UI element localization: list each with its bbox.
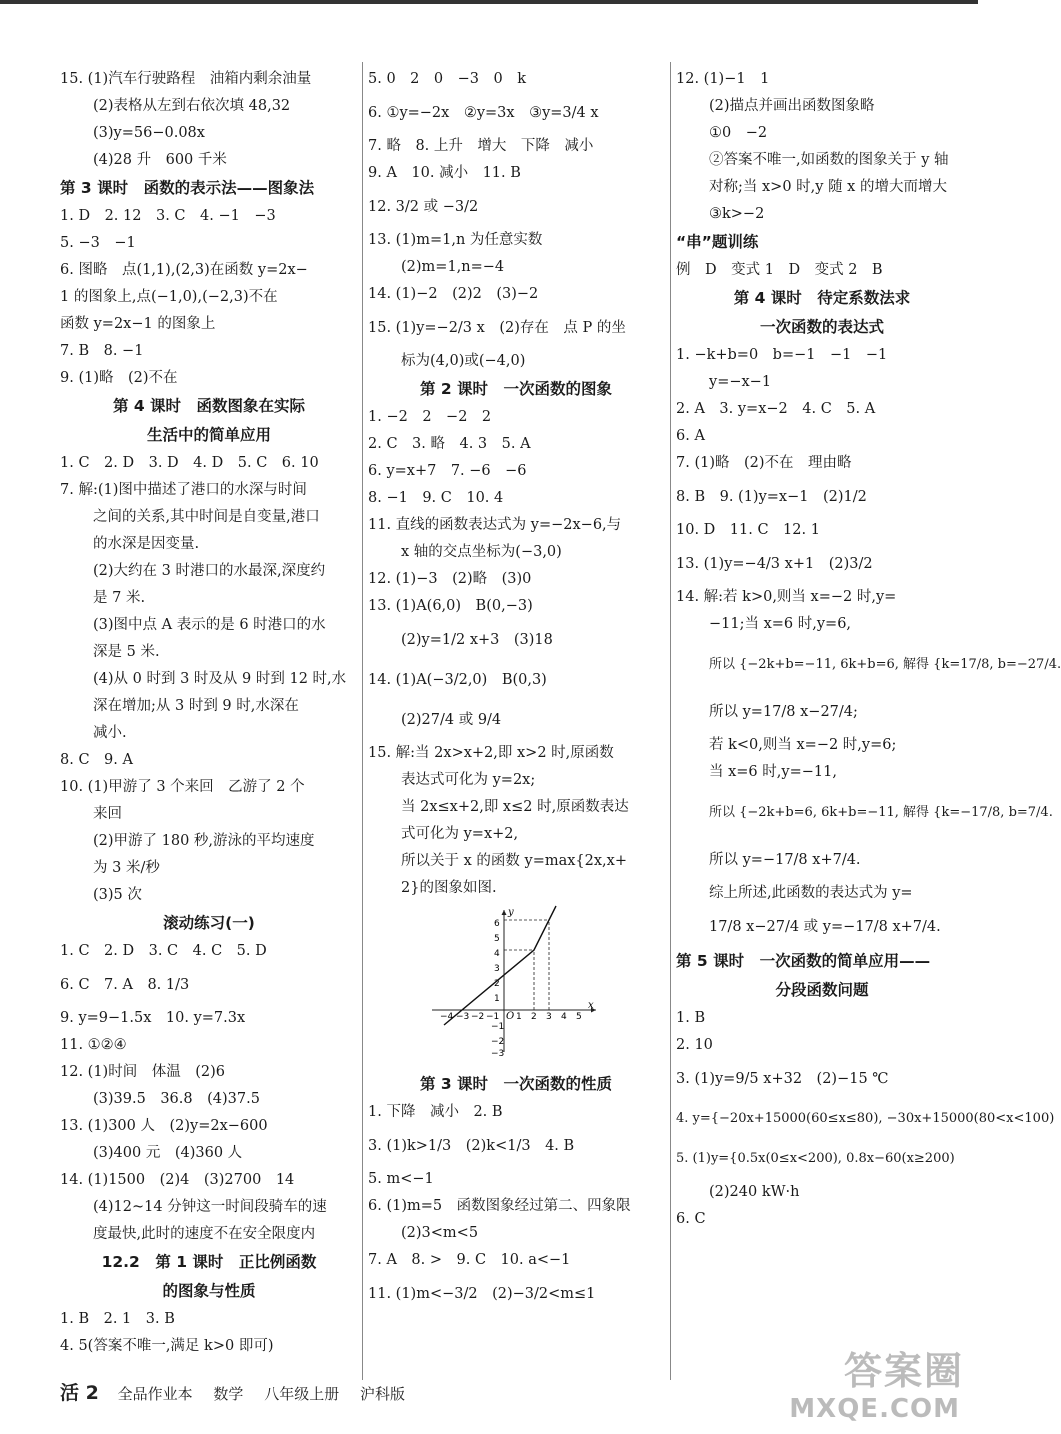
section-heading: “串”题训练 [676, 233, 759, 251]
y-tick-label: 2 [494, 979, 500, 989]
answer-line: 11. (1)m<−3/2 (2)−3/2<m≤1 [368, 1286, 596, 1302]
answer-line: 7. 解:(1)图中描述了港口的水深与时间 [60, 482, 307, 498]
answer-line: (2)3<m<5 [401, 1225, 479, 1241]
answer-line: (4)从 0 时到 3 时及从 9 时到 12 时,水 [93, 671, 347, 687]
section-heading: 12.2 第 1 课时 正比例函数 [101, 1253, 317, 1271]
answer-line: 11. 直线的函数表达式为 y=−2x−6,与 [368, 517, 622, 533]
answer-line: 14. (1)−2 (2)2 (3)−2 [368, 286, 539, 302]
section-heading: 生活中的简单应用 [146, 426, 271, 444]
answer-line: 15. (1)汽车行驶路程 油箱内剩余油量 [60, 71, 312, 87]
x-tick-label: 2 [531, 1012, 537, 1022]
y-tick-label: 4 [494, 949, 500, 959]
answer-line: 6. ①y=−2x ②y=3x ③y=3/4 x [368, 105, 599, 121]
answer-line: 1. 下降 减小 2. B [368, 1104, 503, 1120]
answer-line: 2. C 3. 略 4. 3 5. A [368, 436, 531, 452]
answer-line: 综上所述,此函数的表达式为 y= [709, 885, 913, 901]
page-footer [60, 1378, 421, 1405]
function-curve [444, 906, 556, 1025]
answer-line: 是 7 米. [93, 590, 146, 606]
y-tick-label: −3 [491, 1049, 505, 1059]
answer-line: 6. C 7. A 8. 1/3 [60, 977, 190, 993]
answer-line: 15. (1)y=−2/3 x (2)存在 点 P 的坐 [368, 320, 626, 336]
answer-line: 2. 10 [676, 1037, 713, 1053]
answer-line: (3)39.5 36.8 (4)37.5 [93, 1091, 260, 1107]
answer-line: 14. 解:若 k>0,则当 x=−2 时,y= [676, 589, 897, 605]
answer-line: (2)y=1/2 x+3 (3)18 [401, 632, 553, 648]
answer-line: 4. y={−20x+15000(60≤x≤80), −30x+15000(80<x<100) [676, 1111, 1055, 1126]
section-heading: 第 4 课时 函数图象在实际 [112, 397, 306, 415]
answer-line: 3. (1)y=9/5 x+32 (2)−15 ℃ [676, 1071, 889, 1087]
x-tick-label: 3 [546, 1012, 552, 1022]
answer-line: 若 k<0,则当 x=−2 时,y=6; [709, 737, 897, 753]
section-heading: 第 4 课时 待定系数法求 [733, 289, 911, 307]
answer-line: 7. B 8. −1 [60, 343, 144, 359]
answer-line: 深是 5 米. [93, 644, 160, 660]
y-tick-label: 3 [494, 964, 500, 974]
answer-column-2 [368, 66, 664, 1314]
answer-line: 7. (1)略 (2)不在 理由略 [676, 455, 852, 471]
answer-line: 5. 0 2 0 −3 0 k [368, 71, 527, 87]
answer-line: ②答案不唯一,如函数的图象关于 y 轴 [709, 152, 949, 168]
answer-line: (3)5 次 [93, 887, 142, 903]
answer-line: 12. (1)−1 1 [676, 71, 770, 87]
edition-label: 沪科版 [360, 1385, 406, 1403]
answer-line: 8. −1 9. C 10. 4 [368, 490, 504, 506]
top-rule [0, 0, 978, 4]
answer-line: 8. B 9. (1)y=x−1 (2)1/2 [676, 489, 867, 505]
answer-line: 当 2x≤x+2,即 x≤2 时,原函数表达 [401, 799, 629, 815]
answer-line: ①0 −2 [709, 125, 768, 141]
answer-line: 深在增加;从 3 时到 9 时,水深在 [93, 698, 299, 714]
answer-column-1 [60, 66, 358, 1360]
answer-line: 6. (1)m=5 函数图象经过第二、四象限 [368, 1198, 631, 1214]
answer-line: 标为(4,0)或(−4,0) [401, 353, 526, 369]
origin-label: O [506, 1011, 515, 1022]
y-tick-label: 5 [494, 934, 500, 944]
answer-line: 为 3 米/秒 [93, 860, 160, 876]
answer-line: (3)400 元 (4)360 人 [93, 1145, 243, 1161]
answer-line: 6. y=x+7 7. −6 −6 [368, 463, 527, 479]
answer-column-3 [676, 66, 1061, 1233]
answer-line: 8. C 9. A [60, 752, 133, 768]
subject-label: 数学 [213, 1385, 244, 1403]
answer-line: x 轴的交点坐标为(−3,0) [401, 544, 562, 560]
answer-line: (2)甲游了 180 秒,游泳的平均速度 [93, 833, 315, 849]
x-tick-label: 1 [516, 1012, 522, 1022]
max-function-graph [430, 906, 600, 1059]
answer-line: 7. A 8. > 9. C 10. a<−1 [368, 1252, 571, 1268]
answer-line: 5. −3 −1 [60, 235, 136, 251]
section-heading: 第 3 课时 函数的表示法——图象法 [60, 179, 315, 197]
answer-line: 式可化为 y=x+2, [401, 826, 519, 842]
watermark-site: MXQE.COM [789, 1394, 960, 1424]
answer-line: 1. −k+b=0 b=−1 −1 −1 [676, 347, 888, 363]
section-heading: 第 2 课时 一次函数的图象 [419, 380, 613, 398]
answer-line: 所以关于 x 的函数 y=max{2x,x+ [401, 853, 627, 869]
section-heading: 分段函数问题 [775, 981, 869, 999]
answer-line: 12. (1)时间 体温 (2)6 [60, 1064, 225, 1080]
x-tick-label: −4 [440, 1012, 454, 1022]
answer-line: 15. 解:当 2x>x+2,即 x>2 时,原函数 [368, 745, 614, 761]
answer-line: 所以 {−2k+b=6, 6k+b=−11, 解得 {k=−17/8, b=7/4. [709, 805, 1053, 820]
answer-line: 12. 3/2 或 −3/2 [368, 199, 479, 215]
answer-line: 9. y=9−1.5x 10. y=7.3x [60, 1010, 246, 1026]
answer-line: 13. (1)300 人 (2)y=2x−600 [60, 1118, 268, 1134]
answer-line: (3)y=56−0.08x [93, 125, 205, 141]
y-tick-label: −2 [491, 1037, 505, 1047]
answer-line: 减小. [93, 725, 127, 741]
answer-line: (2)27/4 或 9/4 [401, 712, 502, 728]
section-heading: 滚动练习(一) [163, 914, 255, 932]
answer-line: 之间的关系,其中时间是自变量,港口 [93, 509, 320, 525]
answer-line: 10. (1)甲游了 3 个来回 乙游了 2 个 [60, 779, 305, 795]
x-tick-label: −1 [486, 1012, 500, 1022]
answer-line: 13. (1)m=1,n 为任意实数 [368, 232, 543, 248]
answer-line: 13. (1)y=−4/3 x+1 (2)3/2 [676, 556, 873, 572]
answer-line: (2)大约在 3 时港口的水最深,深度约 [93, 563, 326, 579]
x-axis-label: x [588, 1000, 594, 1011]
answer-line: 1. −2 2 −2 2 [368, 409, 492, 425]
answer-line: 当 x=6 时,y=−11, [709, 764, 837, 780]
answer-line: 14. (1)1500 (2)4 (3)2700 14 [60, 1172, 295, 1188]
section-heading: 第 3 课时 一次函数的性质 [419, 1075, 613, 1093]
answer-line: 所以 y=−17/8 x+7/4. [709, 852, 861, 868]
answer-line: (2)240 kW·h [709, 1184, 800, 1200]
answer-line: y=−x−1 [709, 374, 772, 390]
answer-line: (4)12~14 分钟这一时间段骑车的速 [93, 1199, 327, 1215]
x-tick-label: 5 [576, 1012, 582, 1022]
answer-line: 11. ①②④ [60, 1037, 127, 1053]
answer-line: 所以 {−2k+b=−11, 6k+b=6, 解得 {k=17/8, b=−27/4. [709, 657, 1061, 672]
answer-line: −11;当 x=6 时,y=6, [709, 616, 852, 632]
answer-line: 1 的图象上,点(−1,0),(−2,3)不在 [60, 289, 278, 305]
answer-line: 1. D 2. 12 3. C 4. −1 −3 [60, 208, 276, 224]
section-heading: 一次函数的表达式 [759, 318, 884, 336]
answer-line: 例 D 变式 1 D 变式 2 B [676, 262, 883, 278]
grade-label: 八年级上册 [264, 1385, 340, 1403]
answer-line: (2)m=1,n=−4 [401, 259, 505, 275]
answer-line: 的水深是因变量. [93, 536, 200, 552]
answer-line: 5. (1)y={0.5x(0≤x<200), 0.8x−60(x≥200) [676, 1151, 955, 1166]
y-tick-label: −1 [491, 1022, 505, 1032]
answer-line: 6. 图略 点(1,1),(2,3)在函数 y=2x− [60, 262, 308, 278]
answer-line: 所以 y=17/8 x−27/4; [709, 704, 858, 720]
answer-line: 来回 [93, 806, 122, 822]
answer-line: (4)28 升 600 千米 [93, 152, 227, 168]
answer-line: 9. (1)略 (2)不在 [60, 370, 178, 386]
answer-line: 17/8 x−27/4 或 y=−17/8 x+7/4. [709, 919, 941, 935]
column-divider [670, 62, 671, 1380]
answer-line: 1. C 2. D 3. C 4. C 5. D [60, 943, 267, 959]
answer-line: 表达式可化为 y=2x; [401, 772, 536, 788]
answer-line: 6. A [676, 428, 705, 444]
answer-line: 1. B [676, 1010, 706, 1026]
section-heading: 的图象与性质 [162, 1282, 256, 1300]
answer-line: 2}的图象如图. [401, 880, 497, 896]
answer-line: (2)描点并画出函数图象略 [709, 98, 875, 114]
y-axis-arrow [502, 910, 507, 915]
answer-line: 1. B 2. 1 3. B [60, 1311, 175, 1327]
answer-line: (3)图中点 A 表示的是 6 时港口的水 [93, 617, 326, 633]
section-heading: 第 5 课时 一次函数的简单应用—— [676, 952, 931, 970]
watermark-logo: 答案圈 [843, 1349, 964, 1393]
x-tick-label: −3 [456, 1012, 470, 1022]
answer-line: ③k>−2 [709, 206, 765, 222]
book-title: 全品作业本 [117, 1385, 193, 1403]
y-tick-label: 6 [494, 919, 500, 929]
answer-line: 13. (1)A(6,0) B(0,−3) [368, 598, 533, 614]
answer-line: 4. 5(答案不唯一,满足 k>0 即可) [60, 1338, 274, 1354]
answer-line: 函数 y=2x−1 的图象上 [60, 316, 216, 332]
answer-line: 度最快,此时的速度不在安全限度内 [93, 1226, 316, 1242]
y-tick-label: 1 [494, 994, 500, 1004]
answer-line: 9. A 10. 减小 11. B [368, 165, 521, 181]
answer-line: 3. (1)k>1/3 (2)k<1/3 4. B [368, 1138, 575, 1154]
y-axis-label: y [508, 907, 514, 918]
answer-line: (2)表格从左到右依次填 48,32 [93, 98, 291, 114]
answer-line: 对称;当 x>0 时,y 随 x 的增大而增大 [709, 179, 947, 195]
column-divider [362, 62, 363, 1380]
x-tick-label: 4 [561, 1012, 567, 1022]
answer-line: 14. (1)A(−3/2,0) B(0,3) [368, 672, 547, 688]
answer-line: 7. 略 8. 上升 增大 下降 减小 [368, 138, 594, 154]
answer-line: 12. (1)−3 (2)略 (3)0 [368, 571, 532, 587]
answer-line: 10. D 11. C 12. 1 [676, 522, 820, 538]
answer-line: 6. C [676, 1211, 706, 1227]
answer-line: 2. A 3. y=x−2 4. C 5. A [676, 401, 876, 417]
x-tick-label: −2 [471, 1012, 485, 1022]
answer-line: 1. C 2. D 3. D 4. D 5. C 6. 10 [60, 455, 319, 471]
page-number: 活 2 [60, 1382, 99, 1404]
answer-line: 5. m<−1 [368, 1171, 434, 1187]
